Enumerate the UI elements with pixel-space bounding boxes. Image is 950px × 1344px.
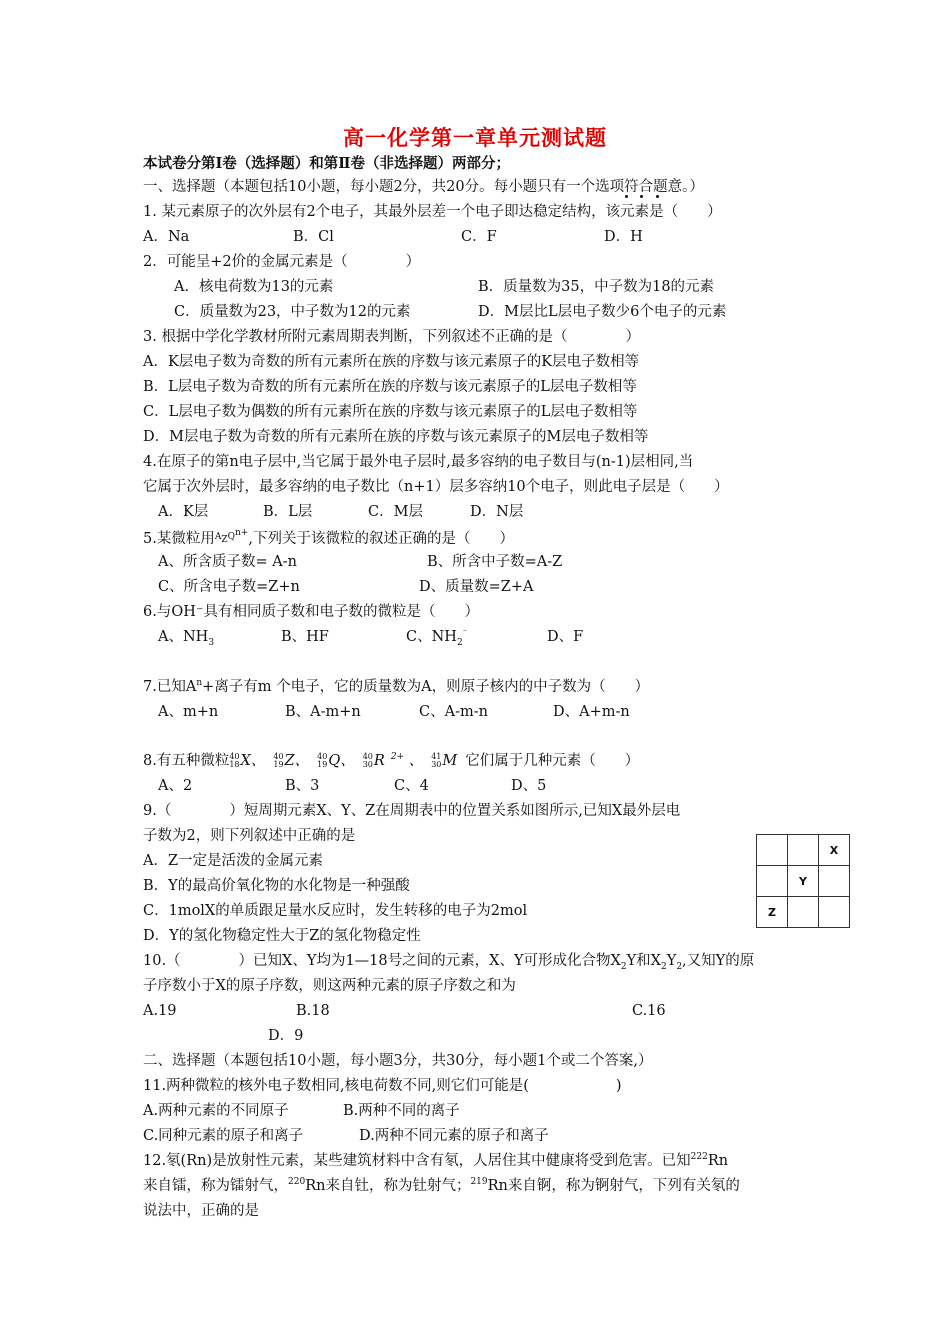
superscript: n xyxy=(196,678,203,689)
question-12-stem-line-1 xyxy=(143,1152,728,1170)
grid-cell xyxy=(757,835,788,866)
question-7-option-b: B、A-m+n xyxy=(285,704,361,720)
isotope-list xyxy=(229,753,465,769)
exam-intro: 本试卷分第Ⅰ卷（选择题）和第Ⅱ卷（非选择题）两部分； xyxy=(143,155,511,172)
periodic-position-grid xyxy=(756,834,850,928)
grid-cell xyxy=(757,866,788,897)
question-11-option-d: D.两种不同元素的原子和离子 xyxy=(359,1128,549,1144)
question-10-option-d: D．9 xyxy=(268,1028,304,1044)
question-10-option-b: B.18 xyxy=(296,1003,330,1019)
mass-number: 222 xyxy=(690,1152,708,1163)
question-4-option-c: C．M层 xyxy=(368,504,423,520)
nuclide-mass-number: A xyxy=(214,532,222,542)
question-6-option-a-text: A、NH xyxy=(158,629,209,645)
superscript: ⁻ xyxy=(462,628,468,639)
question-8-option-c: C、4 xyxy=(394,778,429,794)
question-11-option-b: B.两种不同的离子 xyxy=(343,1103,460,1119)
question-2-option-d: D．M层比L层电子数少6个电子的元素 xyxy=(478,304,727,320)
question-5-stem xyxy=(143,528,514,548)
question-9-option-b: B．Y的最高价氧化物的水化物是一种强酸 xyxy=(143,878,410,894)
question-11-option-a: A.两种元素的不同原子 xyxy=(143,1103,289,1119)
question-6-option-b: B、HF xyxy=(281,629,329,645)
question-5-option-d: D、质量数=Z+A xyxy=(419,579,534,595)
radon-symbol: Rn xyxy=(707,1153,729,1169)
isotope-mass-number: 40 xyxy=(229,752,240,761)
question-10-stem-line-1 xyxy=(143,952,754,970)
subscript: 2 xyxy=(676,961,683,972)
question-4-stem-line-1: 4.在原子的第n电子层中,当它属于最外电子层时,最多容纳的电子数目与(n-1)层相同,当 xyxy=(143,454,694,470)
isotope-numbers xyxy=(273,753,283,769)
isotope-symbol: Z xyxy=(284,753,295,769)
grid-cell xyxy=(819,866,850,897)
question-5-option-b: B、所含中子数=A-Z xyxy=(427,554,563,570)
section-2-heading: 二、选择题（本题包括10小题，每小题3分，共30分，每小题1个或二个答案,） xyxy=(143,1053,653,1069)
subscript: 2 xyxy=(456,637,463,648)
isotope-charge: 2+ xyxy=(390,752,405,763)
grid-cell xyxy=(788,835,819,866)
mass-number: 219 xyxy=(470,1177,488,1188)
question-9-option-c: C．1molX的单质跟足量水反应时，发生转移的电子为2mol xyxy=(143,903,528,919)
page-title: 高一化学第一章单元测试题 xyxy=(343,125,607,150)
grid-cell-x: X xyxy=(819,835,850,866)
isotope-atomic-number: 30 xyxy=(362,760,373,769)
question-5-option-c: C、所含电子数=Z+n xyxy=(158,579,300,595)
question-11-option-c: C.同种元素的原子和离子 xyxy=(143,1128,304,1144)
subscript: 3 xyxy=(208,637,215,648)
question-6-stem: 6.与OH⁻具有相同质子数和电子数的微粒是（ ） xyxy=(143,604,480,620)
isotope-notation: 40 30R $^{2+}$ 、 xyxy=(362,752,424,769)
isotope-symbol: Q xyxy=(328,753,341,769)
radon-symbol: Rn xyxy=(487,1178,508,1194)
question-1-option-b: B．Cl xyxy=(293,229,334,245)
question-5-stem-tail: ,下列关于该微粒的叙述正确的是（ ） xyxy=(248,531,514,547)
isotope-symbol: X xyxy=(240,753,251,769)
question-4-option-d: D．N层 xyxy=(470,504,524,520)
question-1-option-d: D．H xyxy=(604,229,643,245)
question-7-option-d: D、A+m-n xyxy=(553,704,630,720)
question-10-stem-text: Y和X xyxy=(626,953,661,969)
mass-number: 220 xyxy=(288,1177,306,1188)
question-12-stem-line-2 xyxy=(143,1177,740,1195)
isotope-numbers xyxy=(229,753,239,769)
grid-cell-y: Y xyxy=(788,866,819,897)
isotope-notation: 40 18X、 xyxy=(229,752,266,769)
isotope-symbol: M xyxy=(442,753,458,769)
isotope-mass-number: 40 xyxy=(317,752,328,761)
question-7-stem xyxy=(143,678,649,696)
question-9-option-a: A．Z一定是活泼的金属元素 xyxy=(143,853,324,869)
question-12-stem-text: 12.氡(Rn)是放射性元素，某些建筑材料中含有氡，人居住其中健康将受到危害。已知 xyxy=(143,1153,691,1169)
question-2-option-c: C．质量数为23，中子数为12的元素 xyxy=(174,304,411,320)
section-1-heading: 一、选择题（本题包括10小题，每小题2分，共20分。每小题只有一个选项符合题意。） xyxy=(143,179,704,195)
isotope-numbers xyxy=(317,753,327,769)
question-6-option-a xyxy=(158,628,214,646)
grid-cell xyxy=(819,897,850,928)
isotope-atomic-number: 18 xyxy=(229,760,240,769)
question-10-stem-text: ,又知Y的原 xyxy=(682,953,755,969)
emphasis-dot xyxy=(656,195,659,198)
nuclide-charge: n+ xyxy=(235,528,249,538)
question-2-option-a: A．核电荷数为13的元素 xyxy=(174,279,334,295)
question-1-stem: 1. 某元素原子的次外层有2个电子，其最外层差一个电子即达稳定结构，该元素是（ ） xyxy=(143,204,722,220)
isotope-atomic-number: 30 xyxy=(431,760,442,769)
isotope-numbers xyxy=(431,753,441,769)
question-1-option-c: C．F xyxy=(461,229,497,245)
question-4-stem-line-2: 它属于次外层时，最多容纳的电子数比（n+1）层多容纳10个电子，则此电子层是（ ） xyxy=(143,479,729,495)
question-11-stem: 11.两种微粒的核外电子数相同,核电荷数不同,则它们可能是( ) xyxy=(143,1078,622,1094)
nuclide-symbol-letter: Q xyxy=(227,532,235,542)
question-10-option-a: A.19 xyxy=(143,1003,177,1019)
isotope-atomic-number: 19 xyxy=(317,760,328,769)
question-8-option-b: B、3 xyxy=(285,778,320,794)
question-12-stem-text: 来自钍，称为钍射气； xyxy=(325,1178,471,1194)
question-2-stem: 2．可能呈+2价的金属元素是（ ） xyxy=(143,254,421,270)
question-4-option-a: A．K层 xyxy=(158,504,209,520)
isotope-mass-number: 41 xyxy=(431,752,442,761)
question-7-stem-text: 7.已知A xyxy=(143,679,197,695)
question-3-option-a: A．K层电子数为奇数的所有元素所在族的序数与该元素原子的K层电子数相等 xyxy=(143,354,640,370)
question-3-option-c: C．L层电子数为偶数的所有元素所在族的序数与该元素原子的L层电子数相等 xyxy=(143,404,638,420)
isotope-notation: 40 19Z、 xyxy=(273,752,310,769)
question-10-option-c: C.16 xyxy=(632,1003,666,1019)
question-8-option-d: D、5 xyxy=(511,778,547,794)
question-6-option-c xyxy=(406,628,467,646)
nuclide-atomic-number: Z xyxy=(221,534,228,545)
question-7-option-a: A、m+n xyxy=(158,704,219,720)
subscript: 2 xyxy=(661,961,667,972)
question-8-stem xyxy=(143,752,639,770)
nuclide-symbol xyxy=(214,528,249,545)
isotope-mass-number: 40 xyxy=(273,752,284,761)
emphasis-dot xyxy=(640,195,643,198)
question-9-stem-line-1: 9.（ ）短周期元素X、Y、Z在周期表中的位置关系如图所示,已知X最外层电 xyxy=(143,803,681,819)
question-12-stem-text: 来自锕，称为锕射气，下列有关氡的 xyxy=(507,1178,740,1194)
isotope-notation: 40 19Q、 xyxy=(317,752,355,769)
question-10-stem-text: 10.（ ）已知X、Y均为1—18号之间的元素，X、Y可形成化合物X xyxy=(143,953,621,969)
question-10-stem-text: Y xyxy=(666,953,677,969)
question-5-option-a: A、所含质子数= A-n xyxy=(158,554,297,570)
question-12-stem-text: 来自镭，称为镭射气， xyxy=(143,1178,288,1194)
question-7-stem-tail: +离子有m 个电子，它的质量数为A，则原子核内的中子数为（ ） xyxy=(202,679,650,695)
question-7-option-c: C、A-m-n xyxy=(419,704,488,720)
question-5-stem-text: 5.某微粒用 xyxy=(143,531,215,547)
question-12-stem-line-3: 说法中，正确的是 xyxy=(143,1203,259,1219)
question-3-option-b: B．L层电子数为奇数的所有元素所在族的序数与该元素原子的L层电子数相等 xyxy=(143,379,637,395)
grid-cell xyxy=(788,897,819,928)
isotope-numbers xyxy=(363,753,373,769)
question-3-stem: 3. 根据中学化学教材所附元素周期表判断，下列叙述不正确的是（ ） xyxy=(143,329,640,345)
emphasis-dot xyxy=(625,195,628,198)
question-8-stem-text: 8.有五种微粒 xyxy=(143,753,230,769)
question-3-option-d: D．M层电子数为奇数的所有元素所在族的序数与该元素原子的M层电子数相等 xyxy=(143,429,649,445)
isotope-atomic-number: 19 xyxy=(273,760,284,769)
isotope-mass-number: 40 xyxy=(362,752,373,761)
question-9-option-d: D．Y的氢化物稳定性大于Z的氢化物稳定性 xyxy=(143,928,421,944)
question-9-stem-line-2: 子数为2，则下列叙述中正确的是 xyxy=(143,828,356,844)
question-6-option-c-text: C、NH xyxy=(406,629,457,645)
question-8-option-a: A、2 xyxy=(158,778,193,794)
isotope-notation xyxy=(431,753,457,769)
question-6-option-d: D、F xyxy=(547,629,584,645)
subscript: 2 xyxy=(620,961,627,972)
question-8-stem-tail: 它们属于几种元素（ ） xyxy=(465,753,640,769)
isotope-symbol: R xyxy=(373,753,385,769)
radon-symbol: Rn xyxy=(305,1178,326,1194)
question-4-option-b: B．L层 xyxy=(263,504,313,520)
question-2-option-b: B．质量数为35，中子数为18的元素 xyxy=(478,279,715,295)
question-10-stem-line-2: 子序数小于X的原子序数，则这两种元素的原子序数之和为 xyxy=(143,978,516,994)
grid-cell-z: Z xyxy=(757,897,788,928)
question-1-option-a: A．Na xyxy=(143,229,190,245)
